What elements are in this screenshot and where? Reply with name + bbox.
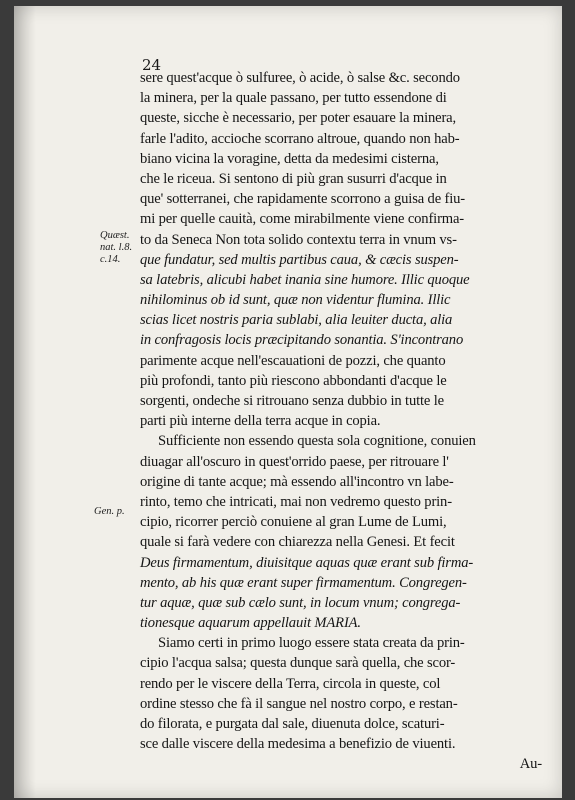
text-line: che le riceua. Si sentono di più gran susurri d'acque in <box>140 170 447 187</box>
text-line: Sufficiente non essendo questa sola cognitione, conuien <box>158 433 476 450</box>
margin-note-line: c.14. <box>100 254 121 265</box>
margin-note-line: Quæst. <box>100 230 130 241</box>
book-page <box>14 6 562 798</box>
text-line: rinto, temo che intricati, mai non vedremo questo prin- <box>140 493 452 510</box>
text-line: sce dalle viscere della medesima a benefizio de viuenti. <box>140 736 456 753</box>
text-line: in confragosis locis præcipitando sonantia. S'incontrano <box>140 332 464 349</box>
text-line: mento, ab his quæ erant super firmamentum. Congregen- <box>140 574 467 591</box>
text-line: sere quest'acque ò sulfuree, ò acide, ò salse &c. secondo <box>140 70 460 86</box>
text-line: Siamo certi in primo luogo essere stata creata da prin- <box>158 635 465 652</box>
margin-note-line: nat. l.8. <box>100 242 133 253</box>
text-line: tur aquæ, quæ sub cælo sunt, in locum vnum; congrega- <box>140 594 461 611</box>
text-line: origine di tante acque; mà essendo all'incontro vn labe- <box>140 473 454 490</box>
text-line: ordine stesso che fà il sangue nel nostro corpo, e restan- <box>140 695 458 712</box>
text-line: parti più interne della terra acque in copia. <box>140 413 381 430</box>
text-line: mi per quelle cauità, come mirabilmente viene confirma- <box>140 211 465 228</box>
text-line: quale si farà vedere con chiarezza nella Genesi. Et fecit <box>140 534 455 551</box>
text-line: queste, sicche è necessario, per poter esauare la minera, <box>140 110 456 127</box>
text-line: sorgenti, ondeche si ritrouano senza dubbio in tutte le <box>140 393 444 409</box>
text-line: scias licet nostris paria sublabi, alia leuiter ducta, alia <box>140 312 453 329</box>
text-line: que fundatur, sed multis partibus caua, & cæcis suspen- <box>140 251 459 268</box>
margin-note-gen: Gen. p. <box>94 506 125 517</box>
text-line: sa latebris, alicubi habet inania sine humore. Illic quoque <box>140 271 470 288</box>
text-line: que' sotterranei, che rapidamente scorrono a guisa de fiu- <box>140 191 465 208</box>
body-text <box>140 68 544 775</box>
text-line: Au- <box>519 756 542 773</box>
text-line: diuagar all'oscuro in quest'orrido paese, per ritrouare l' <box>140 453 449 470</box>
text-line: la minera, per la quale passano, per tutto essendone di <box>140 90 447 107</box>
margin-note-quaest <box>100 230 132 266</box>
text-line: parimente acque nell'escauationi de pozzi, che quanto <box>140 352 446 369</box>
text-line: rendo per le viscere della Terra, circola in queste, col <box>140 675 441 692</box>
text-line: farle l'adito, accioche scorrano altroue, quando non hab- <box>140 130 460 147</box>
text-line: do filorata, e purgata dal sale, diuenuta dolce, scaturi- <box>140 716 445 732</box>
text-line: cipio l'acqua salsa; questa dunque sarà quella, che scor- <box>140 655 456 672</box>
text-line: più profondi, tanto più riescono abbondanti d'acque le <box>140 372 447 389</box>
text-line: to da Seneca Non tota solido contextu terra in vnum vs- <box>140 231 457 248</box>
text-line: Deus firmamentum, diuisitque aquas quæ erant sub firma- <box>140 554 474 571</box>
text-line: nihilominus ob id sunt, quæ non videntur flumina. Illic <box>140 292 451 309</box>
text-line: biano vicina la voragine, detta da medesimi cisterna, <box>140 150 439 167</box>
page-number: 24 <box>142 56 162 74</box>
text-line: cipio, ricorrer perciò conuiene al gran Lume de Lumi, <box>140 514 447 531</box>
text-line: tionesque aquarum appellauit MARIA. <box>140 615 361 632</box>
